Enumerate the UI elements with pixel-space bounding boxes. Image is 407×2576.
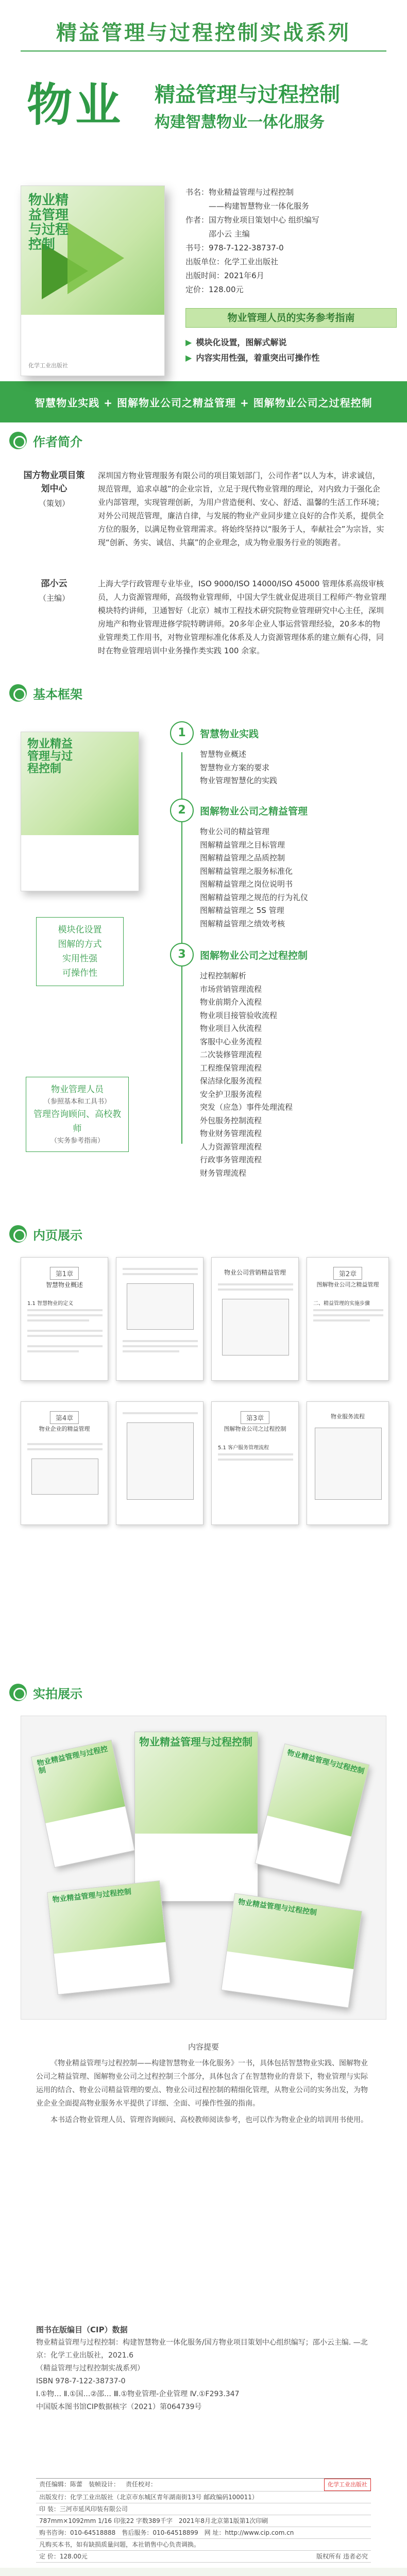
text-line bbox=[27, 1448, 103, 1450]
feature-box-line: 模块化设置 bbox=[58, 925, 102, 935]
part-item: 财务管理流程 bbox=[200, 1168, 247, 1178]
preview-page bbox=[307, 1401, 389, 1525]
part-item: 智慧物业方案的要求 bbox=[200, 762, 270, 772]
text-line bbox=[123, 1345, 198, 1347]
photo-book-title: 物业精益管理与过程控制 bbox=[238, 1897, 317, 1917]
cip-data bbox=[36, 2324, 371, 2414]
section-title: 基本框架 bbox=[33, 687, 82, 702]
table-row bbox=[36, 2492, 371, 2503]
summary-paragraph: 本书适合物业管理人员、管理咨询顾问、高校教师阅读参考，也可以作为物业企业的培训用书使用。 bbox=[50, 2116, 368, 2124]
preview-title: 智慧物业概述 bbox=[45, 1281, 83, 1289]
content-summary-bar: 智慧物业实践 + 图解物业公司之精益管理 + 图解物业公司之过程控制 bbox=[0, 381, 407, 422]
cover-publisher: 化学工业出版社 bbox=[28, 362, 68, 369]
table-cell: 印 装：三河市延风印装有限公司 bbox=[39, 2505, 128, 2513]
part-item: 图解精益管理之 5S 管理 bbox=[200, 906, 284, 915]
table-cell: 2021年8月北京第1版第1次印刷 bbox=[178, 2517, 268, 2524]
info-line: 定价：128.00元 bbox=[185, 285, 244, 294]
info-line: 出版单位：化学工业出版社 bbox=[185, 257, 279, 266]
info-line: 作者：国方物业项目策划中心 组织编写 bbox=[185, 215, 319, 225]
text-line bbox=[27, 1309, 103, 1311]
part-item: 人力资源管理流程 bbox=[200, 1142, 262, 1151]
photo-book-title: 物业精益管理与过程控制 bbox=[36, 1744, 109, 1776]
part-item: 图解精益管理之绩效考核 bbox=[200, 919, 285, 928]
info-line: 出版时间：2021年6月 bbox=[185, 271, 264, 280]
preview-diagram bbox=[222, 1299, 289, 1355]
feature-list bbox=[185, 335, 319, 366]
table-cell: 责任校对： bbox=[126, 2481, 157, 2488]
feature-box bbox=[36, 917, 124, 986]
part-item-list bbox=[200, 970, 392, 1180]
feature-box-line: 实用性强 bbox=[62, 954, 97, 964]
cip-line: 中国版本图书馆CIP数据核字（2021）第064739号 bbox=[36, 2403, 202, 2411]
table-row bbox=[36, 2539, 371, 2551]
audience-note: （实务参考指南） bbox=[50, 1137, 104, 1145]
slogan-banner: 物业管理人员的实务参考指南 bbox=[185, 308, 397, 328]
part-title: 图解物业公司之过程控制 bbox=[200, 950, 308, 961]
text-line bbox=[313, 1309, 383, 1311]
part-item: 客服中心业务流程 bbox=[200, 1037, 262, 1046]
cover-title: 物业精益管理与过程控制 bbox=[28, 193, 69, 252]
table-cell: 售后服务：010-64518899 bbox=[122, 2529, 198, 2536]
part-item: 物业项目接管验收流程 bbox=[200, 1010, 278, 1020]
text-line bbox=[27, 1350, 79, 1352]
framework-part-2 bbox=[170, 799, 392, 930]
text-line bbox=[27, 1319, 89, 1321]
table-cell: 凡购买本书，如有缺损质量问题，本社销售中心负责调换。 bbox=[39, 2541, 200, 2548]
audience-note: （参照基本和工具书） bbox=[43, 1098, 111, 1106]
framework-part-3 bbox=[170, 943, 392, 1180]
text-line bbox=[218, 1459, 293, 1461]
text-line bbox=[123, 1273, 198, 1275]
preview-page bbox=[211, 1401, 299, 1525]
preview-page bbox=[21, 1401, 108, 1525]
preview-chapter: 第4章 bbox=[50, 1411, 79, 1424]
preview-page bbox=[116, 1401, 204, 1525]
preview-page bbox=[211, 1257, 299, 1381]
part-item: 图解精益管理之目标管理 bbox=[200, 840, 285, 850]
text-line bbox=[123, 1268, 198, 1270]
text-line bbox=[123, 1350, 179, 1352]
info-line: ——构建智慧物业一体化服务 bbox=[209, 201, 310, 211]
preview-section-label: 1.1 智慧物业的定义 bbox=[27, 1301, 74, 1307]
part-item: 工程维保管理流程 bbox=[200, 1063, 262, 1073]
preview-page bbox=[307, 1257, 389, 1381]
part-item: 图解精益管理之品质控制 bbox=[200, 853, 285, 862]
text-line bbox=[27, 1335, 103, 1337]
cover-title: 物业精益管理与过程控制 bbox=[27, 738, 73, 776]
preview-title: 物业企业的精益管理 bbox=[39, 1426, 90, 1432]
preview-diagram bbox=[31, 1459, 98, 1495]
section-title: 内页展示 bbox=[33, 1228, 82, 1243]
author-role: （主编） bbox=[38, 594, 70, 603]
series-header bbox=[0, 0, 407, 62]
text-line bbox=[313, 1319, 370, 1321]
preview-chapter: 第3章 bbox=[241, 1411, 269, 1424]
table-row bbox=[36, 2503, 371, 2515]
photo-book bbox=[31, 1740, 135, 1868]
part-number: 3 bbox=[170, 943, 194, 967]
audience-title: 物业管理人员 bbox=[51, 1084, 104, 1095]
section-dot-icon bbox=[9, 432, 27, 449]
part-title: 图解物业公司之精益管理 bbox=[200, 805, 308, 817]
cip-line: ISBN 978-7-122-38737-0 bbox=[36, 2377, 126, 2385]
part-item: 保洁绿化服务流程 bbox=[200, 1076, 262, 1086]
preview-diagram bbox=[127, 1283, 194, 1330]
table-cell: 版权所有 违者必究 bbox=[316, 2553, 368, 2560]
audience-box bbox=[26, 1077, 129, 1152]
hero-title: 精益管理与过程控制 bbox=[155, 83, 340, 107]
triangle-bullet-icon: ▶ bbox=[185, 353, 192, 363]
table-cell: 网 址：http://www.cip.com.cn bbox=[204, 2529, 294, 2536]
table-row bbox=[36, 2515, 371, 2527]
series-title bbox=[56, 16, 351, 46]
summary-heading: 内容提要 bbox=[188, 2042, 219, 2052]
preview-title: 图解物业公司之过程控制 bbox=[224, 1426, 286, 1432]
series-title-text: 精益管理与过程控制实战系列 bbox=[56, 21, 351, 45]
part-header bbox=[170, 943, 392, 967]
section-title: 实拍展示 bbox=[33, 1686, 82, 1701]
part-item: 物业财务管理流程 bbox=[200, 1129, 262, 1138]
hero-big-word: 物业 bbox=[27, 78, 124, 131]
text-line bbox=[27, 1443, 103, 1445]
table-cell: 787mm×1092mm 1/16 印张22 字数389千字 bbox=[39, 2517, 173, 2524]
author-side bbox=[21, 469, 88, 509]
author-section bbox=[0, 422, 407, 675]
author-name: 国方物业项目策划中心 bbox=[23, 470, 85, 494]
author-role: （策划） bbox=[38, 499, 70, 508]
section-dot-icon bbox=[9, 1684, 27, 1701]
part-number: 1 bbox=[170, 721, 194, 745]
section-header bbox=[0, 1216, 407, 1252]
photo-book bbox=[255, 1743, 369, 1885]
photo-book-title: 物业精益管理与过程控制 bbox=[286, 1748, 365, 1776]
publication-table bbox=[36, 2478, 371, 2563]
author-bio: 上海大学行政管理专业毕业，ISO 9000/ISO 14000/ISO 45000 管理体系高级审核员，人力资源管理师，高级物业管理师，中国大学生就业促进项目工程师产·物业管理模块特约讲师，卫通智好（北京）城市工程技术研究院物业管理研究中心主任，深圳房地产和物业管理进修学院特聘讲师。20多年企业人事运营管理经验，20多本的物业管理类工作用书，对物业管理标准化体系及人力资源管理体系的建立颇有心得，同时在物业管理培训中业务操作类实践 100 余家。 bbox=[98, 579, 386, 655]
audience-line: 管理咨询顾问、高校教师 bbox=[33, 1109, 121, 1134]
info-line: 邵小云 主编 bbox=[209, 229, 250, 239]
section-header bbox=[0, 675, 407, 711]
text-line bbox=[27, 1314, 103, 1316]
part-item: 物业公司的精益管理 bbox=[200, 827, 270, 836]
hero-section bbox=[0, 62, 407, 381]
table-row bbox=[36, 2551, 371, 2563]
section-dot-icon bbox=[9, 1225, 27, 1243]
table-cell: 购书咨询：010-64518888 bbox=[39, 2529, 116, 2536]
cip-line: （精益管理与过程控制实战系列） bbox=[36, 2364, 144, 2372]
author-side bbox=[21, 577, 88, 603]
cip-line: 物业精益管理与过程控制：构建智慧物业一体化服务/国方物业项目策划中心组织编写；邵小云主编. —北京：化学工业出版社，2021.6 bbox=[36, 2338, 368, 2360]
preview-page bbox=[116, 1257, 204, 1381]
photo-section bbox=[0, 1674, 407, 2025]
preview-section-label: 5.1 客户服务管理流程 bbox=[218, 1445, 269, 1451]
text-line bbox=[313, 1314, 383, 1316]
part-item: 物业管理智慧化的实践 bbox=[200, 776, 278, 785]
part-item: 图解精益管理之服务标准化 bbox=[200, 866, 293, 876]
text-line bbox=[27, 1330, 103, 1332]
feature-text: 模块化设置，图解式解说 bbox=[196, 337, 287, 347]
photo-book-title: 物业精益管理与过程控制 bbox=[52, 1887, 132, 1904]
part-item: 安全护卫服务流程 bbox=[200, 1089, 262, 1099]
table-row bbox=[36, 2479, 371, 2492]
part-item: 突发（应急）事件处理流程 bbox=[200, 1103, 293, 1112]
part-item-list bbox=[200, 825, 392, 930]
text-line bbox=[218, 1283, 293, 1285]
framework-section bbox=[0, 675, 407, 1216]
text-line bbox=[218, 1453, 293, 1455]
text-line bbox=[123, 1340, 198, 1342]
preview-title: 物业公司营销精益管理 bbox=[224, 1269, 286, 1276]
feature-item bbox=[185, 350, 319, 366]
feature-box-line: 图解的方式 bbox=[58, 939, 102, 950]
table-cell: 装帧设计： bbox=[89, 2481, 120, 2488]
feature-box-line: 可操作性 bbox=[62, 968, 97, 978]
part-item: 物业项目入伙流程 bbox=[200, 1024, 262, 1033]
part-item: 过程控制解析 bbox=[200, 971, 247, 980]
cip-line: Ⅰ.①物… Ⅱ.①国…②邵… Ⅲ.①物业管理-企业管理 Ⅳ.①F293.347 bbox=[36, 2390, 240, 2398]
preview-section bbox=[0, 1216, 407, 1674]
part-item-list bbox=[200, 748, 392, 788]
preview-page bbox=[21, 1257, 108, 1381]
info-line: 书号：978-7-122-38737-0 bbox=[185, 243, 284, 252]
photo-frame bbox=[21, 1716, 386, 2020]
feature-text: 内容实用性强，着重突出可操作性 bbox=[196, 353, 320, 363]
photo-book bbox=[47, 1880, 171, 1995]
hero-subtitle: 构建智慧物业一体化服务 bbox=[155, 113, 325, 131]
copyright-section bbox=[0, 2025, 407, 2568]
text-line bbox=[218, 1289, 293, 1291]
section-header bbox=[0, 1674, 407, 1710]
photo-book bbox=[134, 1732, 258, 1902]
publisher-logo-icon: 化学工业出版社 bbox=[324, 2479, 371, 2491]
part-number: 2 bbox=[170, 799, 194, 822]
book-cover-image bbox=[21, 732, 139, 891]
author-bio: 深圳国方物业管理服务有限公司的项目策划部门，公司作者“以人为本，讲求诚信，规范管理，追求卓越”的企业宗旨，立足于现代物业管理的理论，对内致力于强化企业内部管理，实现管理创新，为用户营造便利、安心、舒适、温馨的生活工作环境；对外公司规范管理，廉洁自律，与发展的物业产业同步建立良好的合作关系，提供全方位的服务，以满足物业管理需求。将始终坚持以“服务于人，奉献社会”为宗旨，实现“创新、务实、诚信、共赢”的企业理念，成为物业服务行业的领跑者。 bbox=[98, 471, 384, 547]
section-dot-icon bbox=[9, 684, 27, 702]
book-cover-image bbox=[21, 185, 165, 376]
preview-diagram bbox=[315, 1428, 382, 1500]
photo-book-title: 物业精益管理与过程控制 bbox=[139, 1736, 252, 1748]
content-summary bbox=[36, 2040, 371, 2127]
cip-title: 图书在版编目（CIP）数据 bbox=[36, 2325, 128, 2334]
preview-chapter: 第2章 bbox=[333, 1267, 362, 1280]
triangle-bullet-icon: ▶ bbox=[185, 337, 192, 347]
text-line bbox=[123, 1412, 198, 1414]
section-title: 作者简介 bbox=[33, 434, 82, 449]
preview-diagram bbox=[127, 1422, 194, 1500]
feature-item bbox=[185, 335, 319, 350]
part-item: 行政事务管理流程 bbox=[200, 1155, 262, 1164]
table-row bbox=[36, 2527, 371, 2539]
part-title: 智慧物业实践 bbox=[200, 728, 259, 740]
table-cell: 责任编辑：陈蕾 bbox=[39, 2481, 83, 2488]
part-item: 图解精益管理之规范的行为礼仪 bbox=[200, 892, 309, 902]
part-item: 图解精益管理之岗位说明书 bbox=[200, 879, 293, 889]
part-item: 二次装修管理流程 bbox=[200, 1050, 262, 1059]
table-cell: 出版发行：化学工业出版社（北京市东城区青年湖南街13号 邮政编码100011） bbox=[39, 2494, 258, 2501]
part-header bbox=[170, 721, 392, 745]
part-item: 外包服务控制流程 bbox=[200, 1115, 262, 1125]
framework-part-1 bbox=[170, 721, 392, 788]
part-item: 市场营销管理流程 bbox=[200, 984, 262, 994]
author-name: 邵小云 bbox=[41, 579, 67, 589]
preview-chapter: 第1章 bbox=[50, 1267, 79, 1280]
table-cell: 定 价：128.00元 bbox=[39, 2553, 88, 2560]
preview-title: 物业服务流程 bbox=[331, 1413, 365, 1420]
book-info bbox=[185, 185, 397, 297]
info-line: 书名：物业精益管理与过程控制 bbox=[185, 188, 294, 197]
section-header bbox=[0, 422, 407, 459]
series-underline bbox=[21, 50, 386, 52]
preview-title: 图解物业公司之精益管理 bbox=[316, 1281, 379, 1288]
part-item: 物业前期介入流程 bbox=[200, 997, 262, 1007]
part-item: 智慧物业概述 bbox=[200, 750, 247, 759]
summary-paragraph: 《物业精益管理与过程控制——构建智慧物业一体化服务》一书，具体包括智慧物业实践、图解物业公司之精益管理、图解物业公司之过程控制三个部分，具体包含了在智慧物业的背景下，物业管理与实际运用的结合、物业公司精益管理的要点、物业公司过程控制的精细化管理，从物业公司的实务出发，为物业企业全面提高物业服务水平提供了详细、全面、可操作性强的指南。 bbox=[36, 2059, 368, 2108]
photo-book bbox=[221, 1893, 362, 2008]
part-header bbox=[170, 799, 392, 822]
text-line bbox=[27, 1345, 103, 1347]
preview-section-label: 二、精益管理的实施步骤 bbox=[313, 1301, 370, 1307]
